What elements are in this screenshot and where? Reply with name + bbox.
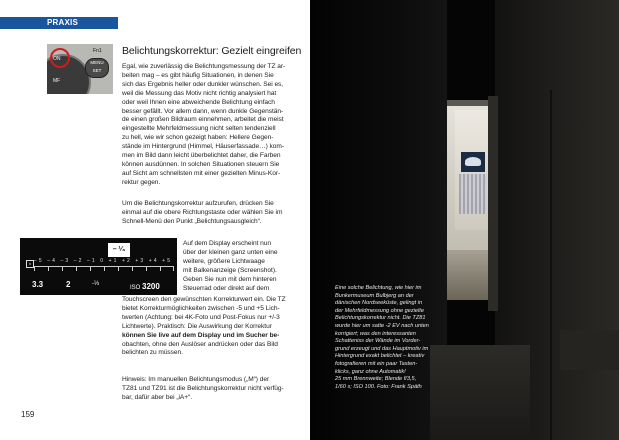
- caption-line: wurde hier um satte -2 EV nach unten: [335, 322, 429, 329]
- section-heading: Belichtungskorrektur: Gezielt eingreifen: [122, 45, 302, 57]
- text-line: TZ81 und TZ91 ist die Belichtungskorrektur nicht verfüg-: [122, 384, 284, 392]
- exposure-scale-ticks: [34, 266, 174, 273]
- text-line: können ausdünnen. In solchen Situationen steuern Sie: [122, 160, 280, 168]
- caption-line: Belichtungskorrektur nicht. Die TZ81: [335, 315, 426, 322]
- ev-readout: -⅓: [92, 281, 100, 287]
- exposure-scale: –5 –4 –3 –2 –1 0 +1 +2 +3 +4 +5: [34, 258, 173, 264]
- text-line: Auf dem Display erscheint nun: [183, 240, 271, 247]
- caption-line: Schatteniss der Wände im Vorder-: [335, 338, 421, 345]
- text-line: Hinweis: Im manuellen Belichtungsmodus („M“) der: [122, 376, 270, 383]
- text-line: mit Balkenanzeige (Screenshot).: [183, 266, 277, 274]
- caption-line: 1/60 s; ISO 100. Foto: Frank Späth: [335, 383, 422, 390]
- dial-label-on: ON: [53, 56, 61, 62]
- caption-line: Hintergrund exakt belichtet – kreativ: [335, 353, 425, 360]
- text-line: twerten (Achtung: bei 4K-Foto und Post-Fokus nur +/-3: [122, 313, 280, 321]
- text-line: Um die Belichtungskorrektur aufzurufen, drücken Sie: [122, 200, 274, 207]
- text-line: auf Sicht am schnellsten mit einer gezielten Minus-Kor-: [122, 169, 281, 177]
- menu-set-button: [85, 58, 109, 78]
- text-line: Steuerrad oder direkt auf dem: [183, 284, 270, 292]
- photo-caption: [335, 285, 447, 391]
- menu-label: MENU: [90, 60, 104, 65]
- section-label: PRAXIS: [47, 18, 78, 27]
- caption-line: 25 mm Brennweite; Blende f/3,5,: [335, 376, 417, 383]
- door-leaf: [488, 96, 498, 311]
- shutter-readout: 3.3: [32, 280, 44, 289]
- caption-line: dänischen Nordseeküste, gelingt in: [335, 300, 423, 307]
- dial-label-mf: MF: [53, 78, 61, 84]
- text-line: de einen großen Bildraum einnehmen, arbeitet die meist: [122, 116, 284, 124]
- set-label: SET: [92, 68, 102, 73]
- paragraph-3: [122, 296, 286, 358]
- lcd-screenshot: [20, 238, 177, 295]
- iso-prefix: ISO: [130, 285, 141, 291]
- text-line: besser gefällt. Vor allem dann, wenn dunkle Gegenstän-: [122, 107, 284, 115]
- caption-line: grund erzeugt und das Hauptmotiv im: [335, 345, 429, 352]
- aperture-readout: 2: [66, 280, 71, 289]
- text-line: oder weil Ihnen eine abweichende Belichtung einfach: [122, 98, 275, 106]
- text-line: belichten zu müssen.: [122, 349, 183, 357]
- wall-painting: [461, 152, 485, 172]
- text-line: eingestellte Mehrfeldmessung nicht selten tendenziell: [122, 125, 276, 133]
- text-line: Schnell-Menü den Punkt „Belichtungsausgleich“.: [122, 217, 262, 225]
- text-line: Lichtwerte). Praktisch: Die Auswirkung der Korrektur: [122, 322, 272, 330]
- wall-mural: [459, 174, 487, 214]
- wall-ledge: [560, 330, 619, 370]
- text-line: einmal auf die obere Richtungstaste oder wählen Sie im: [122, 208, 283, 216]
- caption-line: Eine solche Belichtung, wie hier im: [335, 285, 422, 291]
- text-line: können Sie live auf dem Display und im Sucher be-: [122, 331, 280, 339]
- text-line: rektur gegen.: [122, 178, 161, 186]
- text-line: bar, dafür aber bei „iA+“.: [122, 393, 192, 401]
- text-line: Egal, wie zuverlässig die Belichtungsmessung der TZ ar-: [122, 63, 286, 70]
- paragraph-4-note: [122, 376, 284, 403]
- right-page-photo: [310, 0, 619, 440]
- caption-line: klicks, ganz ohne Automatik!: [335, 368, 406, 375]
- paragraph-3-side: [183, 240, 277, 293]
- caption-line: korrigiert; was den interessanten: [335, 330, 416, 337]
- text-line: über der kleinen ganz unten eine: [183, 248, 278, 256]
- paragraph-1: [122, 63, 285, 188]
- exposure-compensation-icon: ±: [26, 260, 34, 268]
- text-line: beiten mag – es gibt häufig Situationen, in denen Sie: [122, 71, 274, 79]
- iso-value: 3200: [142, 282, 160, 291]
- iso-readout: [130, 282, 160, 291]
- caption-line: der Mehrfeldmessung ohne gezielte: [335, 307, 424, 314]
- caption-line: Bunkermuseum Bulbjerg an der: [335, 292, 414, 299]
- text-line: obachten, ohne den Auslöser andrücken oder das Bild: [122, 340, 278, 348]
- correction-value-badge: – ¹⁄₃: [108, 243, 130, 257]
- text-line: Geben Sie nun mit dem hinteren: [183, 275, 277, 283]
- fn1-label: Fn1: [93, 48, 102, 54]
- paragraph-2: [122, 200, 282, 227]
- wall-seam: [550, 90, 552, 440]
- page-number: 159: [21, 410, 35, 419]
- text-line: men im Bild dann leicht überbelichtet daher, die Farben: [122, 152, 281, 160]
- text-line: bietet Korrekturmöglichkeiten zwischen -5 und +5 Lich-: [122, 304, 280, 312]
- text-line: Touchscreen den gewünschten Korrekturwert ein. Die TZ: [122, 296, 286, 303]
- text-line: weil die Messung das Motiv nicht richtig analysiert hat: [122, 89, 277, 97]
- text-line: zu hell, wie wir schon gezeigt haben: Hellere Gegen-: [122, 134, 274, 142]
- text-line: sich das Ergebnis heller oder dunkler wünschen. Sei es,: [122, 80, 284, 88]
- camera-button-photo: [47, 44, 113, 94]
- text-line: weitere, größere Lichtwaage: [183, 257, 265, 265]
- text-line: stände im Hintergrund (Himmel, Häuserfassade…) kom-: [122, 143, 284, 151]
- caption-line: fotografieren mit ein paar Tasten-: [335, 360, 418, 367]
